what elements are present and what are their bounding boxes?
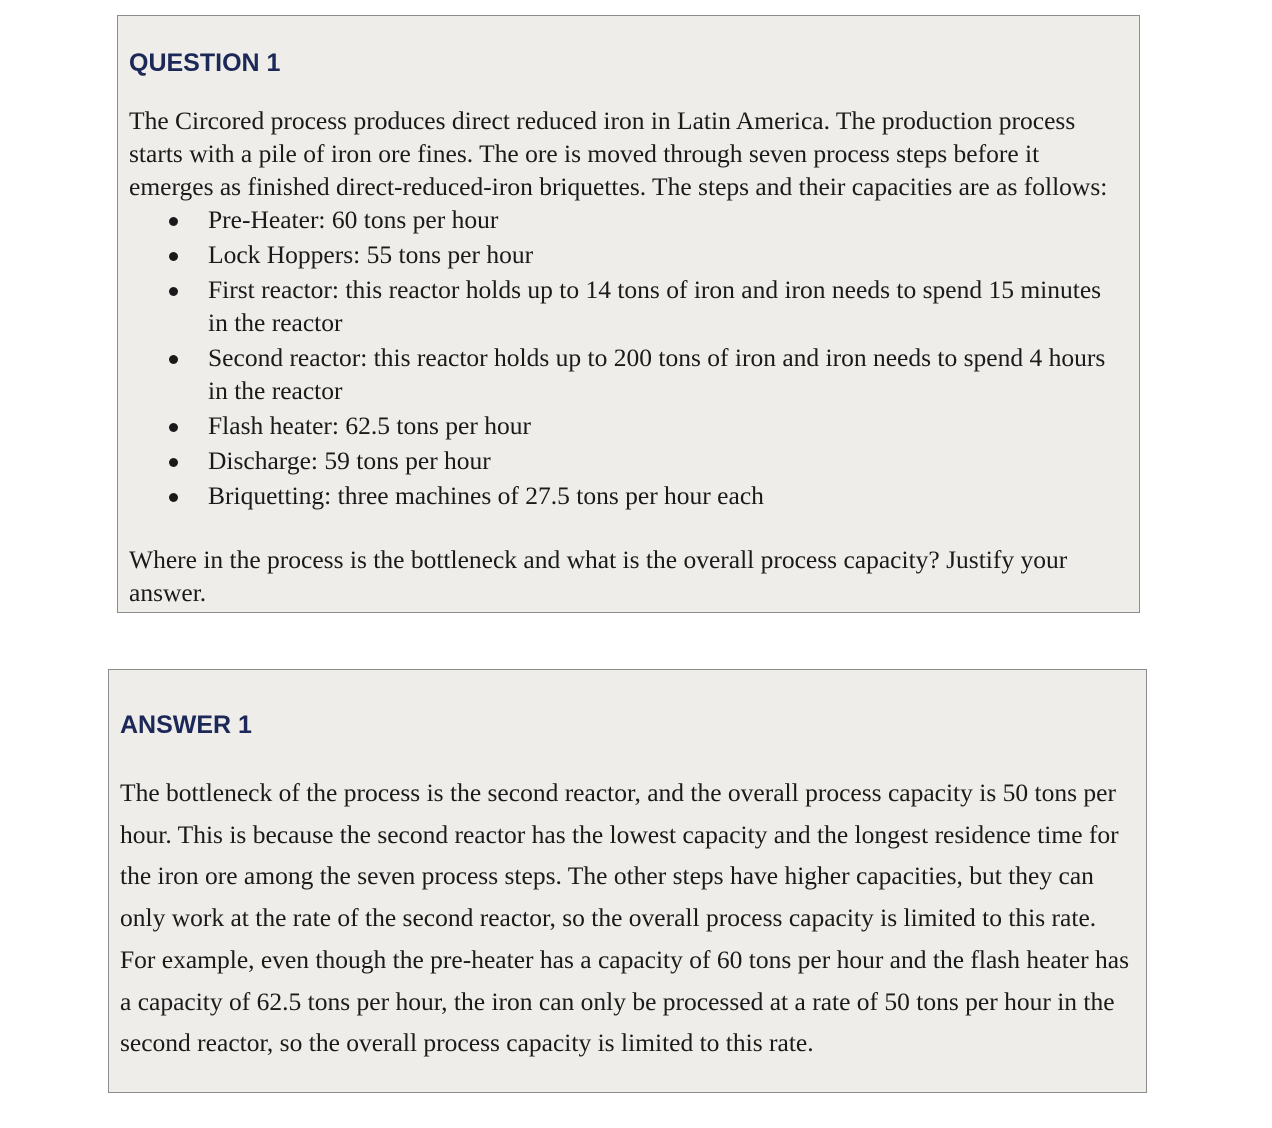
answer-card bbox=[108, 669, 1147, 1093]
list-item bbox=[129, 341, 1108, 407]
list-item bbox=[129, 409, 1108, 442]
bullet-icon bbox=[169, 217, 178, 226]
list-item bbox=[129, 238, 1108, 271]
question-prompt: Where in the process is the bottleneck and what is the overall process capacity? Justify your answer. bbox=[129, 545, 1068, 607]
list-item bbox=[129, 273, 1108, 339]
answer-heading: ANSWER 1 bbox=[120, 711, 252, 739]
question-card bbox=[117, 15, 1140, 613]
answer-text: The bottleneck of the process is the second reactor, and the overall process capacity is 50 tons per hour. This is because the second reactor has the lowest capacity and the longest residence time for the iron ore among the seven process steps. The other steps have higher capacities, but they can only work at the rate of the second reactor, so the overall process capacity is limited to this rate. For example, even though the pre-heater has a capacity of 60 tons per hour and the flash heater has a capacity of 62.5 tons per hour, the iron can only be processed at a rate of 50 tons per hour in the second reactor, so the overall process capacity is limited to this rate. bbox=[120, 778, 1129, 1058]
step-text: Flash heater: 62.5 tons per hour bbox=[208, 411, 531, 440]
bullet-icon bbox=[169, 458, 178, 467]
bullet-icon bbox=[169, 423, 178, 432]
list-item bbox=[129, 203, 1108, 236]
bullet-icon bbox=[169, 287, 178, 296]
bullet-icon bbox=[169, 493, 178, 502]
bullet-icon bbox=[169, 252, 178, 261]
question-heading: QUESTION 1 bbox=[129, 49, 281, 77]
question-intro: The Circored process produces direct reduced iron in Latin America. The production process starts with a pile of iron ore fines. The ore is moved through seven process steps before it emerges as finished direct-reduced-iron briquettes. The steps and their capacities are as follows: bbox=[129, 106, 1108, 201]
step-text: Lock Hoppers: 55 tons per hour bbox=[208, 240, 534, 269]
step-text: Second reactor: this reactor holds up to 200 tons of iron and iron needs to spend 4 hours in the reactor bbox=[208, 343, 1106, 405]
list-item bbox=[129, 444, 1108, 477]
process-steps-list bbox=[129, 203, 1129, 512]
step-text: Briquetting: three machines of 27.5 tons per hour each bbox=[208, 481, 764, 510]
step-text: First reactor: this reactor holds up to 14 tons of iron and iron needs to spend 15 minutes in the reactor bbox=[208, 275, 1102, 337]
step-text: Pre-Heater: 60 tons per hour bbox=[208, 205, 499, 234]
list-item bbox=[129, 479, 1108, 512]
bullet-icon bbox=[169, 355, 178, 364]
step-text: Discharge: 59 tons per hour bbox=[208, 446, 491, 475]
